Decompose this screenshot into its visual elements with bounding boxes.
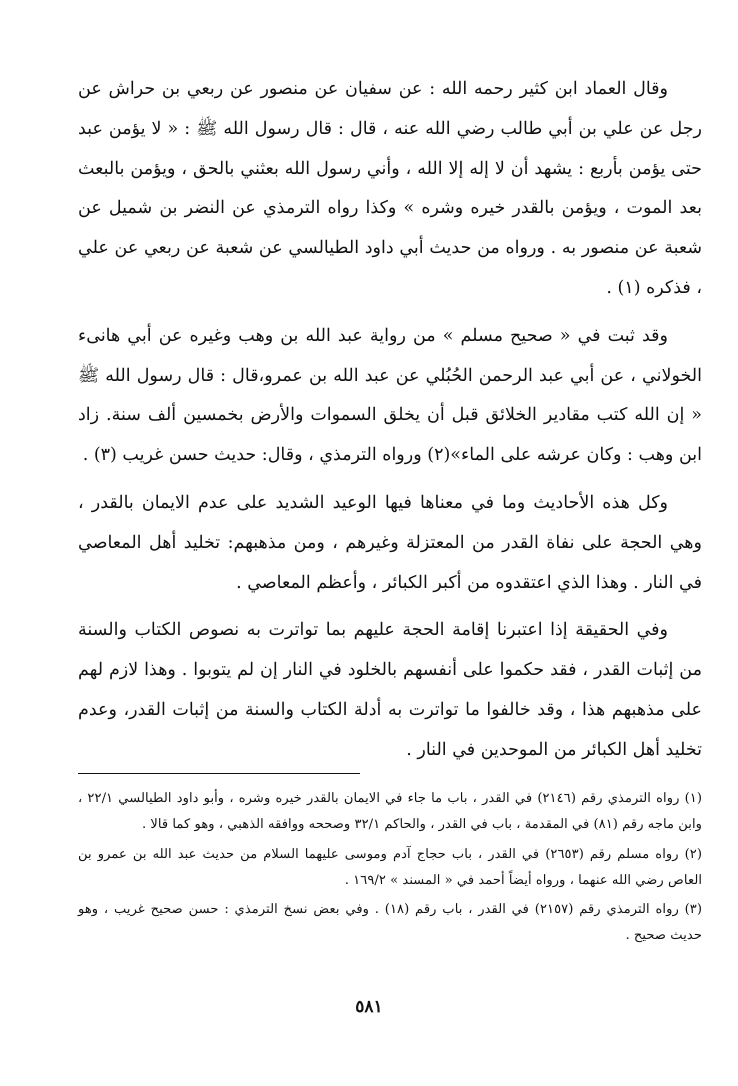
main-text [78, 70, 702, 779]
footnote-1: (١) رواه الترمذي رقم (٢١٤٦) في القدر ، باب ما جاء في الايمان بالقدر خيره وشره ، وأبو داود الطيالسي ٢٢/١ ، وابن ماجه رقم (٨١) في المقدمة ، باب في القدر ، والحاكم ٣٢/١ وصححه ووافقه الذهبي ، وهو كما قالا . [78, 791, 702, 833]
paragraph-1: وقال العماد ابن كثير رحمه الله : عن سفيان عن منصور عن ربعي بن حراش عن رجل عن علي بن أبي طالب رضي الله عنه ، قال : قال رسول الله ﷺ : « لا يؤمن عبد حتى يؤمن بأربع : يشهد أن لا إله إلا الله ، وأني رسول الله بعثني بالحق ، ويؤمن بالبعث بعد الموت ، ويؤمن بالقدر خيره وشره » وكذا رواه الترمذي عن النضر بن شميل عن شعبة عن منصور به . ورواه من حديث أبي داود الطيالسي عن شعبة عن ربعي عن علي ، فذكره (١) . [78, 79, 702, 298]
paragraph-2: وقد ثبت في « صحيح مسلم » من رواية عبد الله بن وهب وغيره عن أبي هانىء الخولاني ، عن أبي عبد الرحمن الحُبُلي عن عبد الله بن عمرو،قال : قال رسول الله ﷺ « إن الله كتب مقادير الخلائق قبل أن يخلق السموات والأرض بخمسين ألف سنة. زاد ابن وهب : وكان عرشه على الماء»(٢) ورواه الترمذي ، وقال: حديث حسن غريب (٣) . [78, 325, 702, 466]
footnotes [78, 786, 702, 953]
paragraph-4: وفي الحقيقة إذا اعتبرنا إقامة الحجة عليهم بما تواترت به نصوص الكتاب والسنة من إثبات القدر ، فقد حكموا على أنفسهم بالخلود في النار إن لم يتوبوا . وهذا لازم لهم على مذهبهم هذا ، وقد خالفوا ما تواترت به أدلة الكتاب والسنة من إثبات القدر، وعدم تخليد أهل الكبائر من الموحدين في النار . [78, 620, 702, 760]
paragraph-3: وكل هذه الأحاديث وما في معناها فيها الوعيد الشديد على عدم الايمان بالقدر ، وهي الحجة على نفاة القدر من المعتزلة وغيرهم ، ومن مذهبهم: تخليد أهل المعاصي في النار . وهذا الذي اعتقدوه من أكبر الكبائر ، وأعظم المعاصي . [78, 492, 702, 593]
footnote-separator [78, 773, 360, 774]
footnote-3: (٣) رواه الترمذي رقم (٢١٥٧) في القدر ، باب رقم (١٨) . وفي بعض نسخ الترمذي : حسن صحيح غريب ، وهو حديث صحيح . [78, 902, 703, 944]
page-number: ٥٨١ [355, 997, 383, 1017]
footnote-2: (٢) رواه مسلم رقم (٢٦٥٣) في القدر ، باب حجاج آدم وموسى عليهما السلام من حديث عبد الله بن عمرو بن العاص رضي الله عنهما ، ورواه أيضاً أحمد في « المسند » ١٦٩/٢ . [78, 846, 702, 888]
